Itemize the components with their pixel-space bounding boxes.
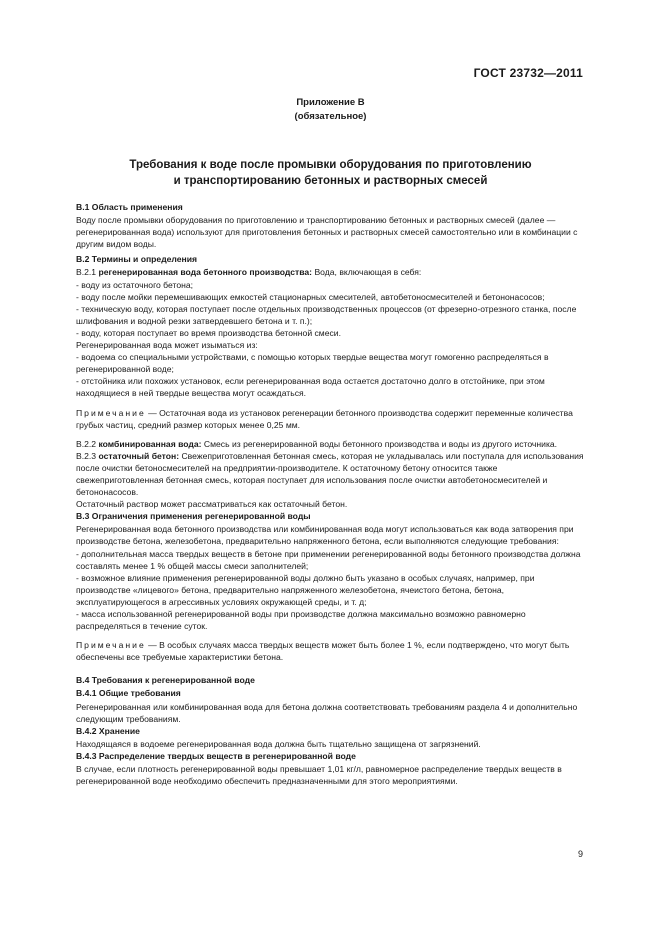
list-item: - дополнительная масса твердых веществ в бетоне при применении регенерированной воды бетонного производства должна составлять менее 1 % общей массы смеси заполнителей; [76,548,581,571]
document-title [0,157,661,189]
appendix-heading [0,96,661,124]
document-body [76,201,584,787]
section-heading-b3: В.3 Ограничения применения регенерированной воды [76,511,311,522]
note-text: — В особых случаях масса твердых веществ может быть более 1 %, если подтверждено, что могут быть обеспечены все требуемые характеристики бетона. [76,640,570,663]
paragraph: Воду после промывки оборудования по приготовлению и транспортированию бетонных и растворных смесей (далее — регенерированная вода) используют для приготовления бетонных и растворных смесей самостоятельно или в комбинации с другим видом воды. [76,215,578,250]
list-item: - водоема со специальными устройствами, с помощью которых твердые вещества могут гомогенно распределяться в регенерированной воде; [76,352,549,375]
subsection-heading-b43: В.4.3 Распределение твердых веществ в регенерированной воде [76,750,356,761]
standard-number: ГОСТ 23732—2011 [473,66,583,80]
note-label: Примечание [76,640,146,651]
definition-text: Смесь из регенерированной воды бетонного производства и воды из другого источника. [203,438,558,449]
note-2 [76,639,584,663]
definition-b23 [76,450,584,498]
definition-b21 [76,266,584,278]
title-line-1: Требования к воде после промывки оборудования по приготовлению [129,159,532,171]
subsection-heading-b42: В.4.2 Хранение [76,725,140,736]
paragraph: В случае, если плотность регенерированной воды превышает 1,01 кг/л, равномерное распределение твердых веществ в регенерированной воде необходимо обеспечить предназначенными для этого мероприятиями. [76,764,562,787]
term: комбинированная вода: [98,438,202,449]
note-label: Примечание [76,407,146,418]
subsection-heading-b41: В.4.1 Общие требования [76,688,181,699]
paragraph: Регенерированная вода может изыматься из: [76,340,258,351]
section-heading-b2: В.2 Термины и определения [76,254,198,265]
section-heading-b4: В.4 Требования к регенерированной воде [76,675,255,686]
appendix-subtitle: (обязательное) [294,111,367,122]
list-item: - возможное влияние применения регенерированной воды должно быть указано в особых случаях, например, при производстве «лицевого» бетона, предварительно напряженного железобетона, ячеистого бетона, бетона, эксплуатирующегося в агрессивных условиях окружающей среды, и т. д; [76,572,535,607]
clause-number: В.2.2 [76,438,97,449]
term: остаточный бетон: [98,450,180,461]
clause-number: В.2.3 [76,450,97,461]
title-line-2: и транспортированию бетонных и растворных смесей [173,175,488,187]
paragraph: Остаточный раствор может рассматриваться как остаточный бетон. [76,499,348,510]
paragraph: Находящаяся в водоеме регенерированная вода должна быть тщательно защищена от загрязнений. [76,738,481,749]
paragraph: Регенерированная вода бетонного производства или комбинированная вода могут использоваться как вода затворения при производстве бетона, железобетона, предварительно напряженного бетона, если выполняются следующие требования: [76,524,574,547]
list-item: - воду из остаточного бетона; [76,279,194,290]
list-item: - воду, которая поступает во время производства бетонной смеси. [76,327,341,338]
paragraph: Регенерированная или комбинированная вода для бетона должна соответствовать требованиям раздела 4 и дополнительно следующим требованиям. [76,701,578,724]
definition-b22 [76,438,584,450]
list-item: - воду после мойки перемешивающих емкостей стационарных смесителей, автобетоносмесителей и бетононасосов; [76,291,545,302]
list-item: - техническую воду, которая поступает после отдельных производственных процессов (от фрезерно-отрезного станка, после шлифования и водной резки затвердевшего бетона и т. п.); [76,303,577,326]
term: регенерированная вода бетонного производства: [98,267,313,278]
definition-text: Вода, включающая в себя: [314,267,422,278]
definition-text: Свежеприготовленная бетонная смесь, которая не укладывалась или поступала для использования после очистки бетоносмесителей на предприятии-производителе. К остаточному бетону относится также свежеприготовленная бетонная смесь, которая поступает для использования после очистки автобетоносмесителей и бетононасосов. [76,450,584,498]
page-number: 9 [577,849,583,859]
note-text: — Остаточная вода из установок регенерации бетонного производства содержит переменные количества грубых частиц, средний размер которых менее 0,25 мм. [76,407,573,430]
list-item: - масса использованной регенерированной воды при производстве должна максимально возможно равномерно распределяться в течение суток. [76,609,526,632]
section-heading-b1: В.1 Область применения [76,202,183,212]
note-1 [76,407,584,431]
clause-number: В.2.1 [76,267,97,278]
list-item: - отстойника или похожих установок, если регенерированная вода остается достаточно долго в отстойнике, при этом находящиеся в ней твердые вещества могут осаждаться. [76,376,545,399]
appendix-title: Приложение В [296,97,365,108]
